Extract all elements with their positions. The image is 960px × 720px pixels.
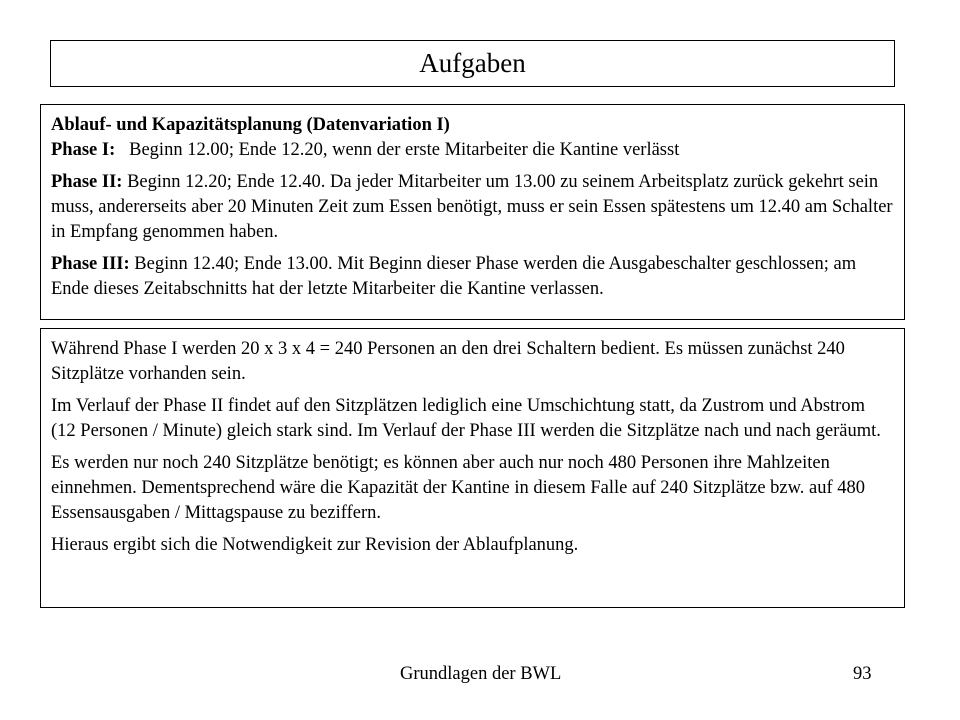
phase2-paragraph xyxy=(51,170,894,245)
solution-paragraph: Im Verlauf der Phase II findet auf den Sitzplätzen lediglich eine Umschichtung statt, da Zustrom und Abstrom (12 Personen / Minute) gleich stark sind. Im Verlauf der Phase III werden die Sitzplätze nach und nach geräumt. xyxy=(51,396,881,441)
phase2-text: Beginn 12.20; Ende 12.40. Da jeder Mitarbeiter um 13.00 zu seinem Arbeitsplatz zurück gekehrt sein muss, andererseits aber 20 Minuten Zeit zum Essen benötigt, muss er sein Essen spätestens um 12.40 am Schalter in Empfang genommen haben. xyxy=(51,172,893,242)
phase1-label: Phase I: xyxy=(51,140,116,160)
task-heading: Ablauf- und Kapazitätsplanung (Datenvariation I) xyxy=(51,115,450,135)
slide-title-box xyxy=(50,40,895,87)
task-description-box xyxy=(40,104,905,320)
footer-text: Grundlagen der BWL xyxy=(400,664,562,684)
phase3-paragraph xyxy=(51,252,894,302)
solution-paragraph: Während Phase I werden 20 x 3 x 4 = 240 Personen an den drei Schaltern bedient. Es müssen zunächst 240 Sitzplätze vorhanden sein. xyxy=(51,339,845,384)
task-heading-line xyxy=(51,113,894,138)
solution-box xyxy=(40,328,905,608)
solution-paragraph: Es werden nur noch 240 Sitzplätze benötigt; es können aber auch nur noch 480 Personen ihre Mahlzeiten einnehmen. Dementsprechend wäre die Kapazität der Kantine in diesem Falle auf 240 Sitzplätze bzw. auf 480 Essensausgaben / Mittagspause zu beziffern. xyxy=(51,453,866,523)
phase1-text: Beginn 12.00; Ende 12.20, wenn der erste Mitarbeiter die Kantine verlässt xyxy=(129,140,680,160)
page-number: 93 xyxy=(853,664,872,684)
phase2-label: Phase II: xyxy=(51,172,123,192)
phase1-paragraph xyxy=(51,138,894,163)
phase3-text: Beginn 12.40; Ende 13.00. Mit Beginn dieser Phase werden die Ausgabeschalter geschlossen; am Ende dieses Zeitabschnitts hat der letzte Mitarbeiter die Kantine verlassen. xyxy=(51,254,857,299)
slide-title: Aufgaben xyxy=(419,48,526,78)
solution-paragraph: Hieraus ergibt sich die Notwendigkeit zur Revision der Ablaufplanung. xyxy=(51,535,579,555)
phase3-label: Phase III: xyxy=(51,254,130,274)
